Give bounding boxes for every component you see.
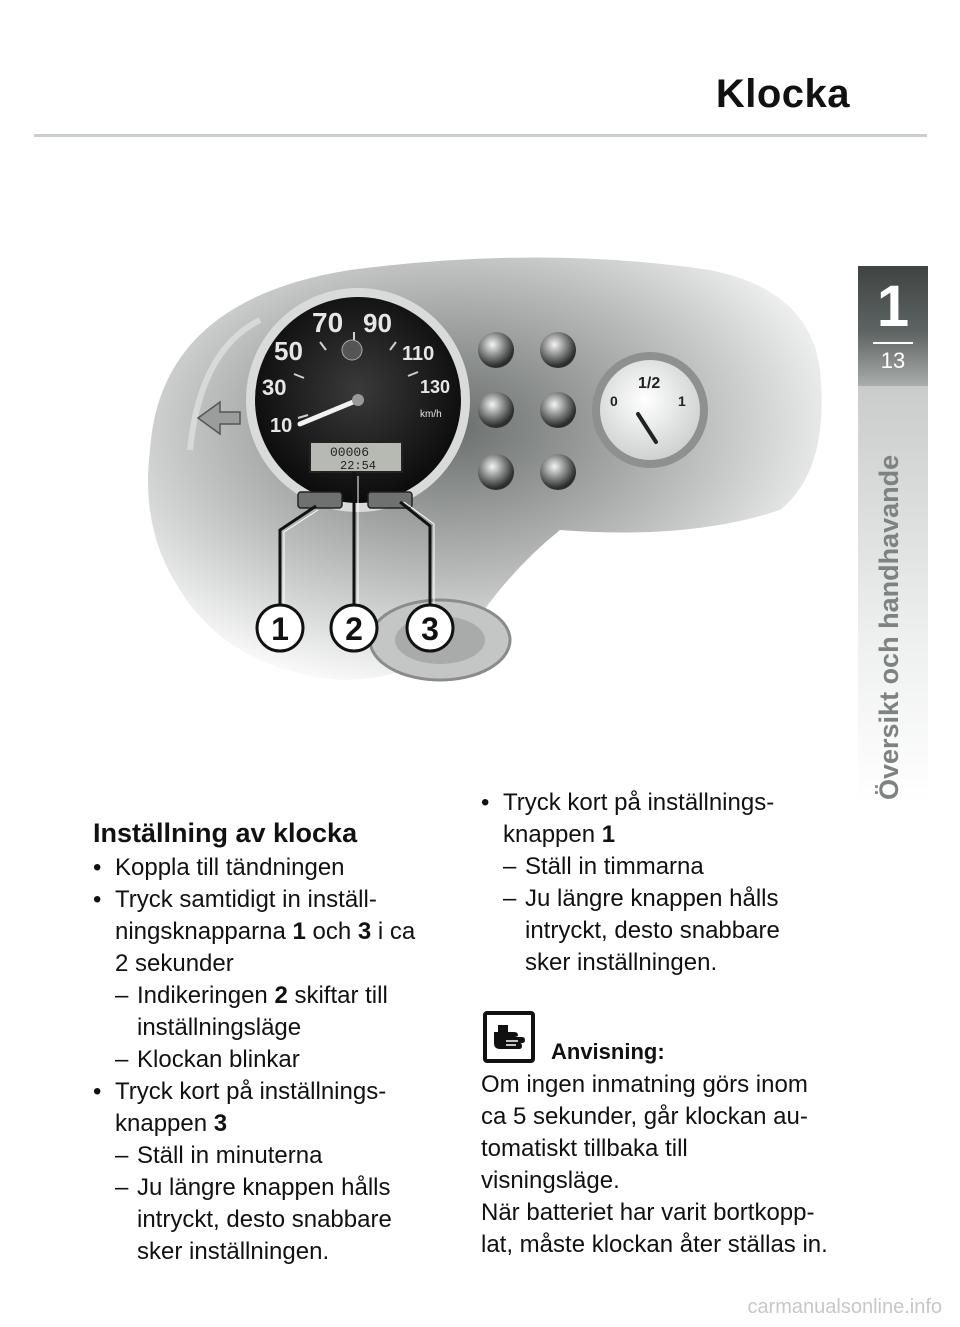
fuel-label-0: 0 bbox=[610, 393, 618, 409]
fuel-label-half: 1/2 bbox=[638, 375, 661, 392]
speed-label-90: 90 bbox=[363, 308, 392, 338]
note-title: Anvisning: bbox=[551, 1039, 665, 1064]
substep-indicator: – Indikeringen 2 skiftar till inställningsläge bbox=[93, 980, 463, 1044]
note-block bbox=[481, 1011, 861, 1261]
page-title: Klocka bbox=[715, 72, 850, 116]
title-rule bbox=[34, 134, 927, 137]
callout-2: 2 bbox=[345, 611, 363, 647]
speed-unit: km/h bbox=[420, 409, 442, 420]
section-heading: Inställning av klocka bbox=[93, 818, 358, 848]
chapter-side-label: Översikt och handhavande bbox=[874, 454, 904, 800]
callout-3: 3 bbox=[421, 611, 439, 647]
speed-label-10: 10 bbox=[270, 415, 293, 437]
watermark: carmanualsonline.info bbox=[747, 1296, 942, 1318]
left-column bbox=[93, 816, 463, 1268]
speed-label-130: 130 bbox=[420, 377, 451, 397]
odometer-display: 00006 bbox=[330, 445, 370, 460]
speed-label-70: 70 bbox=[312, 307, 344, 338]
substep-blink: – Klockan blinkar bbox=[93, 1044, 463, 1076]
speed-label-30: 30 bbox=[262, 375, 287, 400]
substep-hold-left: – Ju längre knappen hålls intryckt, desto snabbare sker inställningen. bbox=[93, 1172, 463, 1268]
substep-minutes: – Ställ in minuterna bbox=[93, 1140, 463, 1172]
substep-hours: – Ställ in timmarna bbox=[481, 851, 861, 883]
step-press-button-1: • Tryck kort på inställnings- knappen 1 bbox=[481, 787, 861, 851]
speed-label-110: 110 bbox=[402, 343, 435, 365]
step-ignition: • Koppla till tändningen bbox=[93, 852, 463, 884]
pointing-hand-icon bbox=[483, 1011, 535, 1063]
callout-1: 1 bbox=[271, 611, 289, 647]
speed-label-50: 50 bbox=[274, 336, 303, 366]
clock-display: 22:54 bbox=[340, 459, 377, 473]
page-number: 13 bbox=[880, 348, 906, 373]
instrument-cluster-photo bbox=[90, 210, 850, 730]
step-press-both: • Tryck samtidigt in inställ- ningsknapparna 1 och 3 i ca 2 sekunder bbox=[93, 884, 463, 980]
chapter-tab bbox=[858, 266, 928, 386]
note-body: Om ingen inmatning görs inom ca 5 sekunder, går klockan au- tomatiskt tillbaka till visningsläge. När batteriet har varit bortkopp- lat, måste klockan åter ställas in. bbox=[481, 1071, 828, 1258]
chapter-divider bbox=[873, 342, 913, 344]
note-header bbox=[481, 1011, 861, 1063]
chapter-number: 1 bbox=[876, 274, 910, 339]
fuel-label-1: 1 bbox=[678, 393, 686, 409]
right-column bbox=[481, 787, 861, 1261]
substep-hold-right: – Ju längre knappen hålls intryckt, desto snabbare sker inställningen. bbox=[481, 883, 861, 979]
setting-button-1[interactable] bbox=[298, 492, 342, 508]
step-press-button-3: • Tryck kort på inställnings- knappen 3 bbox=[93, 1076, 463, 1140]
